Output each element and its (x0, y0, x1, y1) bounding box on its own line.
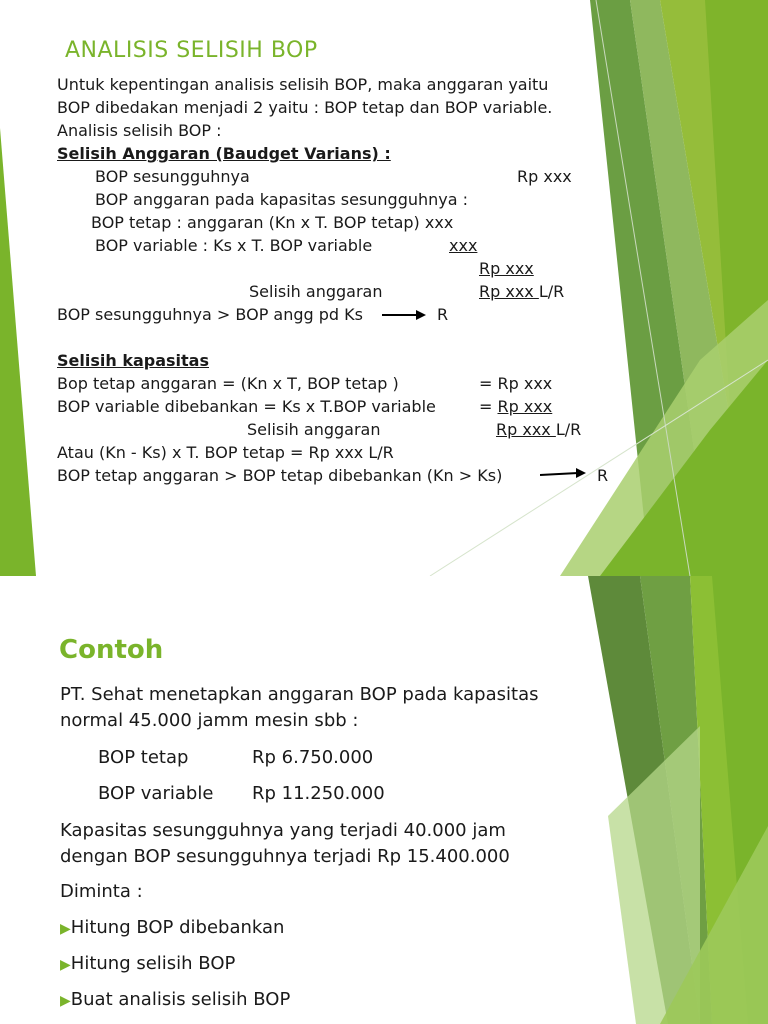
list-item-label: Hitung selisih BOP (70, 953, 236, 974)
actual-value: Rp xxx (517, 167, 572, 186)
list-item (60, 916, 284, 941)
fixed-value: Rp 6.750.000 (252, 747, 374, 768)
difference-value (479, 282, 564, 302)
capacity-difference-value (496, 420, 581, 440)
difference-suffix: L/R (538, 282, 565, 301)
capacity-variance-heading: Selisih kapasitas (57, 351, 209, 370)
capacity-variable-formula: BOP variable dibebankan = Ks x T.BOP variable (57, 397, 436, 416)
fixed-formula: BOP tetap : anggaran (Kn x T. BOP tetap) xxx (91, 213, 454, 232)
paragraph-text: dengan BOP sesungguhnya terjadi Rp 15.400.000 (60, 846, 510, 867)
alternative-formula: Atau (Kn - Ks) x T. BOP tetap = Rp xxx L/R (57, 443, 394, 462)
asked-label: Diminta : (60, 881, 143, 902)
slide-contoh (0, 576, 768, 1024)
variable-formula: BOP variable : Ks x T. BOP variable (95, 236, 373, 255)
difference-amount: Rp xxx (479, 282, 539, 301)
left-green-wedge (0, 128, 36, 576)
intro-text: Untuk kepentingan analisis selisih BOP, maka anggaran yaitu (57, 75, 549, 94)
list-item-label: Hitung BOP dibebankan (70, 917, 285, 938)
actual-label: BOP sesungguhnya (95, 167, 250, 186)
paragraph-text: Kapasitas sesungguhnya yang terjadi 40.000 jam (60, 820, 506, 841)
bullet-arrow-icon: ▶ (60, 993, 71, 1009)
capacity-variable-value (479, 397, 552, 417)
arrow-icon (540, 467, 586, 479)
capacity-difference-suffix: L/R (555, 420, 582, 439)
variable-label: BOP variable (98, 783, 214, 804)
arrow-icon (382, 309, 426, 321)
bullet-arrow-icon: ▶ (60, 921, 71, 937)
intro-text: Analisis selisih BOP : (57, 121, 222, 140)
condition-text: BOP tetap anggaran > BOP tetap dibebankan (Kn > Ks) (57, 466, 503, 485)
equals-sign: = (479, 397, 493, 416)
list-item (60, 988, 290, 1013)
bullet-arrow-icon: ▶ (60, 957, 71, 973)
paragraph-text: normal 45.000 jamm mesin sbb : (60, 710, 359, 731)
capacity-difference-label: Selisih anggaran (247, 420, 381, 439)
capacity-fixed-formula: Bop tetap anggaran = (Kn x T, BOP tetap ) (57, 374, 399, 393)
capacity-variable-amount: Rp xxx (497, 397, 553, 416)
budget-capacity-label: BOP anggaran pada kapasitas sesungguhnya : (95, 190, 469, 209)
fixed-label: BOP tetap (98, 747, 189, 768)
paragraph-text: PT. Sehat menetapkan anggaran BOP pada kapasitas (60, 684, 539, 705)
list-item (60, 952, 235, 977)
condition-result: R (437, 305, 449, 324)
difference-label: Selisih anggaran (249, 282, 383, 301)
subtotal-value: Rp xxx (479, 259, 534, 278)
variable-value: xxx (449, 236, 478, 255)
capacity-fixed-value: = Rp xxx (479, 374, 553, 393)
condition-result: R (597, 466, 609, 485)
slide-title: ANALISIS SELISIH BOP (65, 38, 318, 63)
budget-variance-heading: Selisih Anggaran (Baudget Varians) : (57, 144, 391, 163)
intro-text: BOP dibedakan menjadi 2 yaitu : BOP tetap dan BOP variable. (57, 98, 553, 117)
variable-value: Rp 11.250.000 (252, 783, 385, 804)
slide-title: Contoh (59, 635, 164, 665)
capacity-difference-amount: Rp xxx (496, 420, 556, 439)
list-item-label: Buat analisis selisih BOP (70, 989, 291, 1010)
condition-text: BOP sesungguhnya > BOP angg pd Ks (57, 305, 363, 324)
